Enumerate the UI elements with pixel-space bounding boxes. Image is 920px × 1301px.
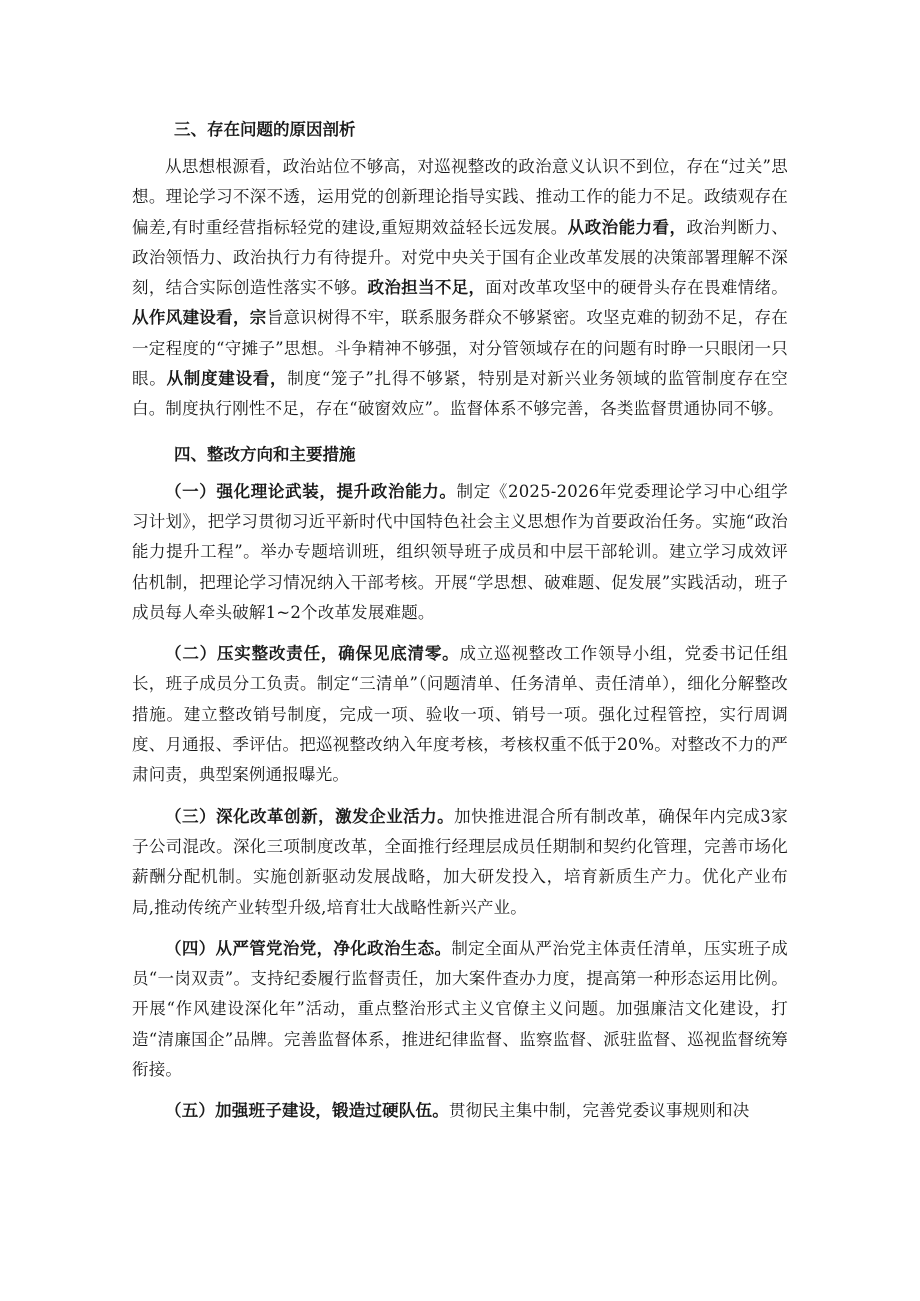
measure-2-text: 成立巡视整改工作领导小组，党委书记任组长，班子成员分工负责。制定“三清单”（问题清单、任务清单、责任清单），细化分解整改措施。建立整改销号制度，完成一项、验收一项、销号一项。强化过程管控，实行周调度、月通报、季评估。把巡视整改纳入年度考核，考核权重不低于20%。对整改不力的严肃问责，典型案例通报曝光。	[132, 644, 788, 785]
measure-paragraph-4	[132, 934, 788, 1085]
measure-paragraph-2	[132, 639, 788, 790]
measure-1-text: 制定《2025-2026年党委理论学习中心组学习计划》，把学习贯彻习近平新时代中国特色社会主义思想作为首要政治任务。实施“政治能力提升工程”。举办专题培训班，组织领导班子成员和中层干部轮训。建立学习成效评估机制，把理论学习情况纳入干部考核。开展“学思想、破难题、促发展”实践活动，班子成员每人牵头破解1~2个改革发展难题。	[132, 481, 788, 622]
measure-3-title: （三）深化改革创新，激发企业活力。	[165, 806, 455, 826]
measure-1-title: （一）强化理论武装，提升政治能力。	[165, 481, 457, 501]
emphasis-political-ability: 从政治能力看，	[567, 217, 687, 237]
cause-text-institution: 制度“笼子”扎得不够紧，特别是对新兴业务领域的监管制度存在空白。制度执行刚性不足，存在“破窗效应”。监督体系不够完善，各类监督贯通协同不够。	[132, 369, 788, 419]
measure-paragraph-3	[132, 802, 788, 923]
emphasis-work-style: 从作风建设看，宗	[132, 308, 267, 328]
section-heading-causes: 三、存在问题的原因剖析	[174, 120, 356, 139]
measure-4-title: （四）从严管党治党，净化政治生态。	[165, 938, 452, 958]
measure-5-text: 贯彻民主集中制，完善党委议事规则和决	[448, 1101, 750, 1121]
measure-3-text: 加快推进混合所有制改革，确保年内完成3家子公司混改。深化三项制度改革，全面推行经理层成员任期制和契约化管理，完善市场化薪酬分配机制。实施创新驱动发展战略，加大研发投入，培育新质生产力。优化产业布局,推动传统产业转型升级,培育壮大战略性新兴产业。	[132, 806, 788, 917]
measure-paragraph-5	[132, 1096, 788, 1126]
measure-5-title: （五）加强班子建设，锻造过硬队伍。	[165, 1101, 449, 1121]
measure-4-text: 制定全面从严治党主体责任清单，压实班子成员“一岗双责”。支持纪委履行监督责任，加大案件查办力度，提高第一种形态运用比例。开展“作风建设深化年”活动，重点整治形式主义官僚主义问题。加强廉洁文化建设，打造“清廉国企”品牌。完善监督体系，推进纪律监督、监察监督、派驻监督、巡视监督统筹衔接。	[132, 938, 789, 1080]
paragraph-cause-analysis	[132, 152, 788, 425]
measure-2-title: （二）压实整改责任，确保见底清零。	[165, 644, 460, 664]
cause-text-ideology: 从思想根源看，政治站位不够高，对巡视整改的政治意义认识不到位，存在“过关”思想。理论学习不深不透，运用党的创新理论指导实践、推动工作的能力不足。政绩观存在偏差,有时重经营指标轻党的建设,重短期效益轻长远发展。	[132, 157, 788, 237]
emphasis-political-responsibility: 政治担当不足，	[367, 278, 486, 298]
cause-text-political-responsibility: 面对改革攻坚中的硬骨头存在畏难情绪。	[485, 278, 788, 298]
emphasis-institution: 从制度建设看，	[166, 369, 288, 389]
cause-text-political-ability: 政治判断力、政治领悟力、政治执行力有待提升。对党中央关于国有企业改革发展的决策部署理解不深刻，结合实际创造性落实不够。	[132, 217, 789, 298]
cause-text-work-style: 旨意识树得不牢，联系服务群众不够紧密。攻坚克难的韧劲不足，存在一定程度的“守摊子”思想。斗争精神不够强，对分管领域存在的问题有时睁一只眼闭一只眼。	[132, 308, 788, 389]
measure-paragraph-1	[132, 477, 788, 628]
section-heading-measures: 四、整改方向和主要措施	[174, 444, 356, 464]
